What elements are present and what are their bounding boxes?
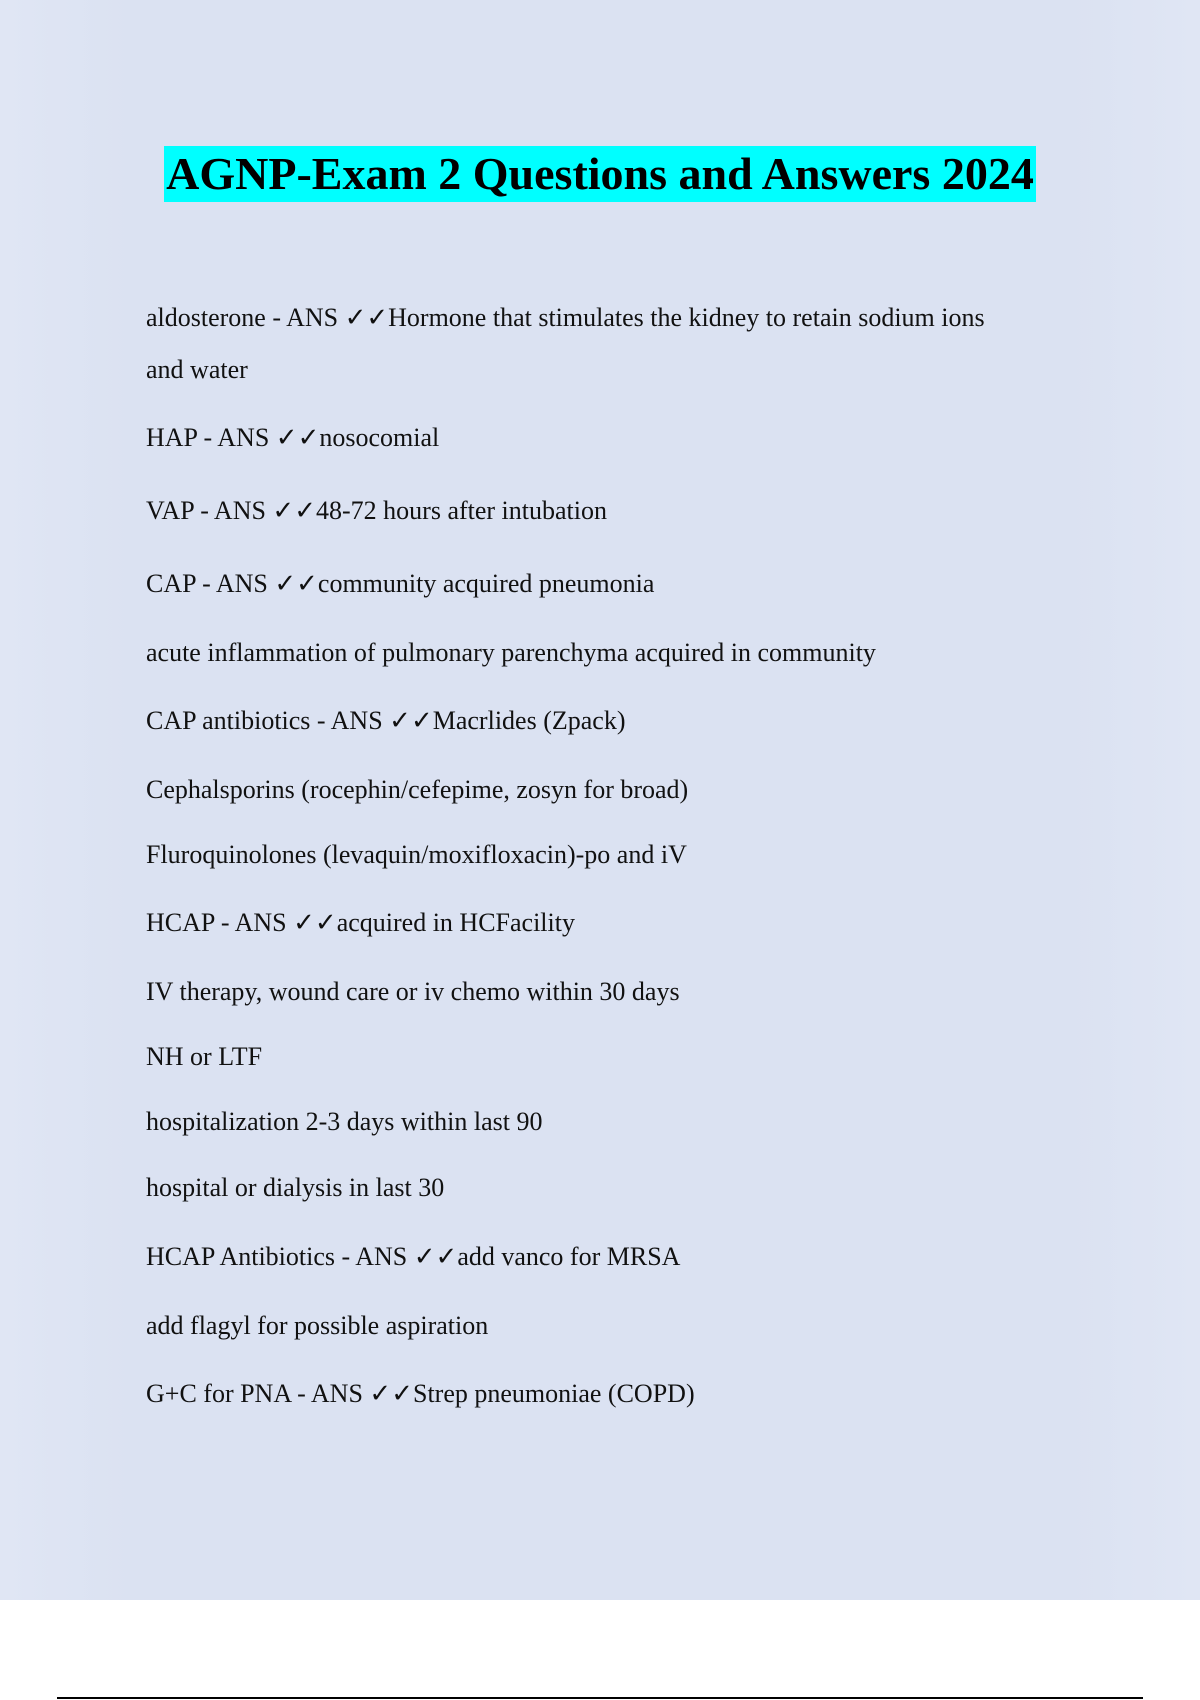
qa-line-hcap-antibiotics: HCAP Antibiotics - ANS ✓✓add vanco for MRSA [146,1242,681,1271]
qa-line-hcap-antibiotics-cont: add flagyl for possible aspiration [146,1311,489,1340]
qa-line-hap: HAP - ANS ✓✓nosocomial [146,423,440,452]
qa-line-hcap-cont4: hospital or dialysis in last 30 [146,1173,445,1202]
qa-line-hcap-cont3: hospitalization 2-3 days within last 90 [146,1107,543,1136]
qa-line-hcap-cont2: NH or LTF [146,1042,263,1071]
document-title: AGNP-Exam 2 Questions and Answers 2024 [164,146,1036,202]
qa-line-cap-antibiotics-cont2: Fluroquinolones (levaquin/moxifloxacin)-po and iV [146,840,687,869]
title-container [0,146,1200,202]
qa-line-aldosterone: aldosterone - ANS ✓✓Hormone that stimulates the kidney to retain sodium ions [146,303,985,332]
qa-line-cap-antibiotics: CAP antibiotics - ANS ✓✓Macrlides (Zpack) [146,706,626,735]
footer-divider [57,1697,1143,1699]
qa-line-cap-antibiotics-cont1: Cephalsporins (rocephin/cefepime, zosyn for broad) [146,775,689,804]
qa-line-vap: VAP - ANS ✓✓48-72 hours after intubation [146,496,607,525]
qa-line-hcap: HCAP - ANS ✓✓acquired in HCFacility [146,908,575,937]
qa-line-gc-pna: G+C for PNA - ANS ✓✓Strep pneumoniae (COPD) [146,1379,695,1408]
qa-line-aldosterone-cont: and water [146,355,248,384]
qa-line-cap-cont: acute inflammation of pulmonary parenchyma acquired in community [146,638,876,667]
qa-line-cap: CAP - ANS ✓✓community acquired pneumonia [146,569,655,598]
qa-line-hcap-cont1: IV therapy, wound care or iv chemo within 30 days [146,977,680,1006]
